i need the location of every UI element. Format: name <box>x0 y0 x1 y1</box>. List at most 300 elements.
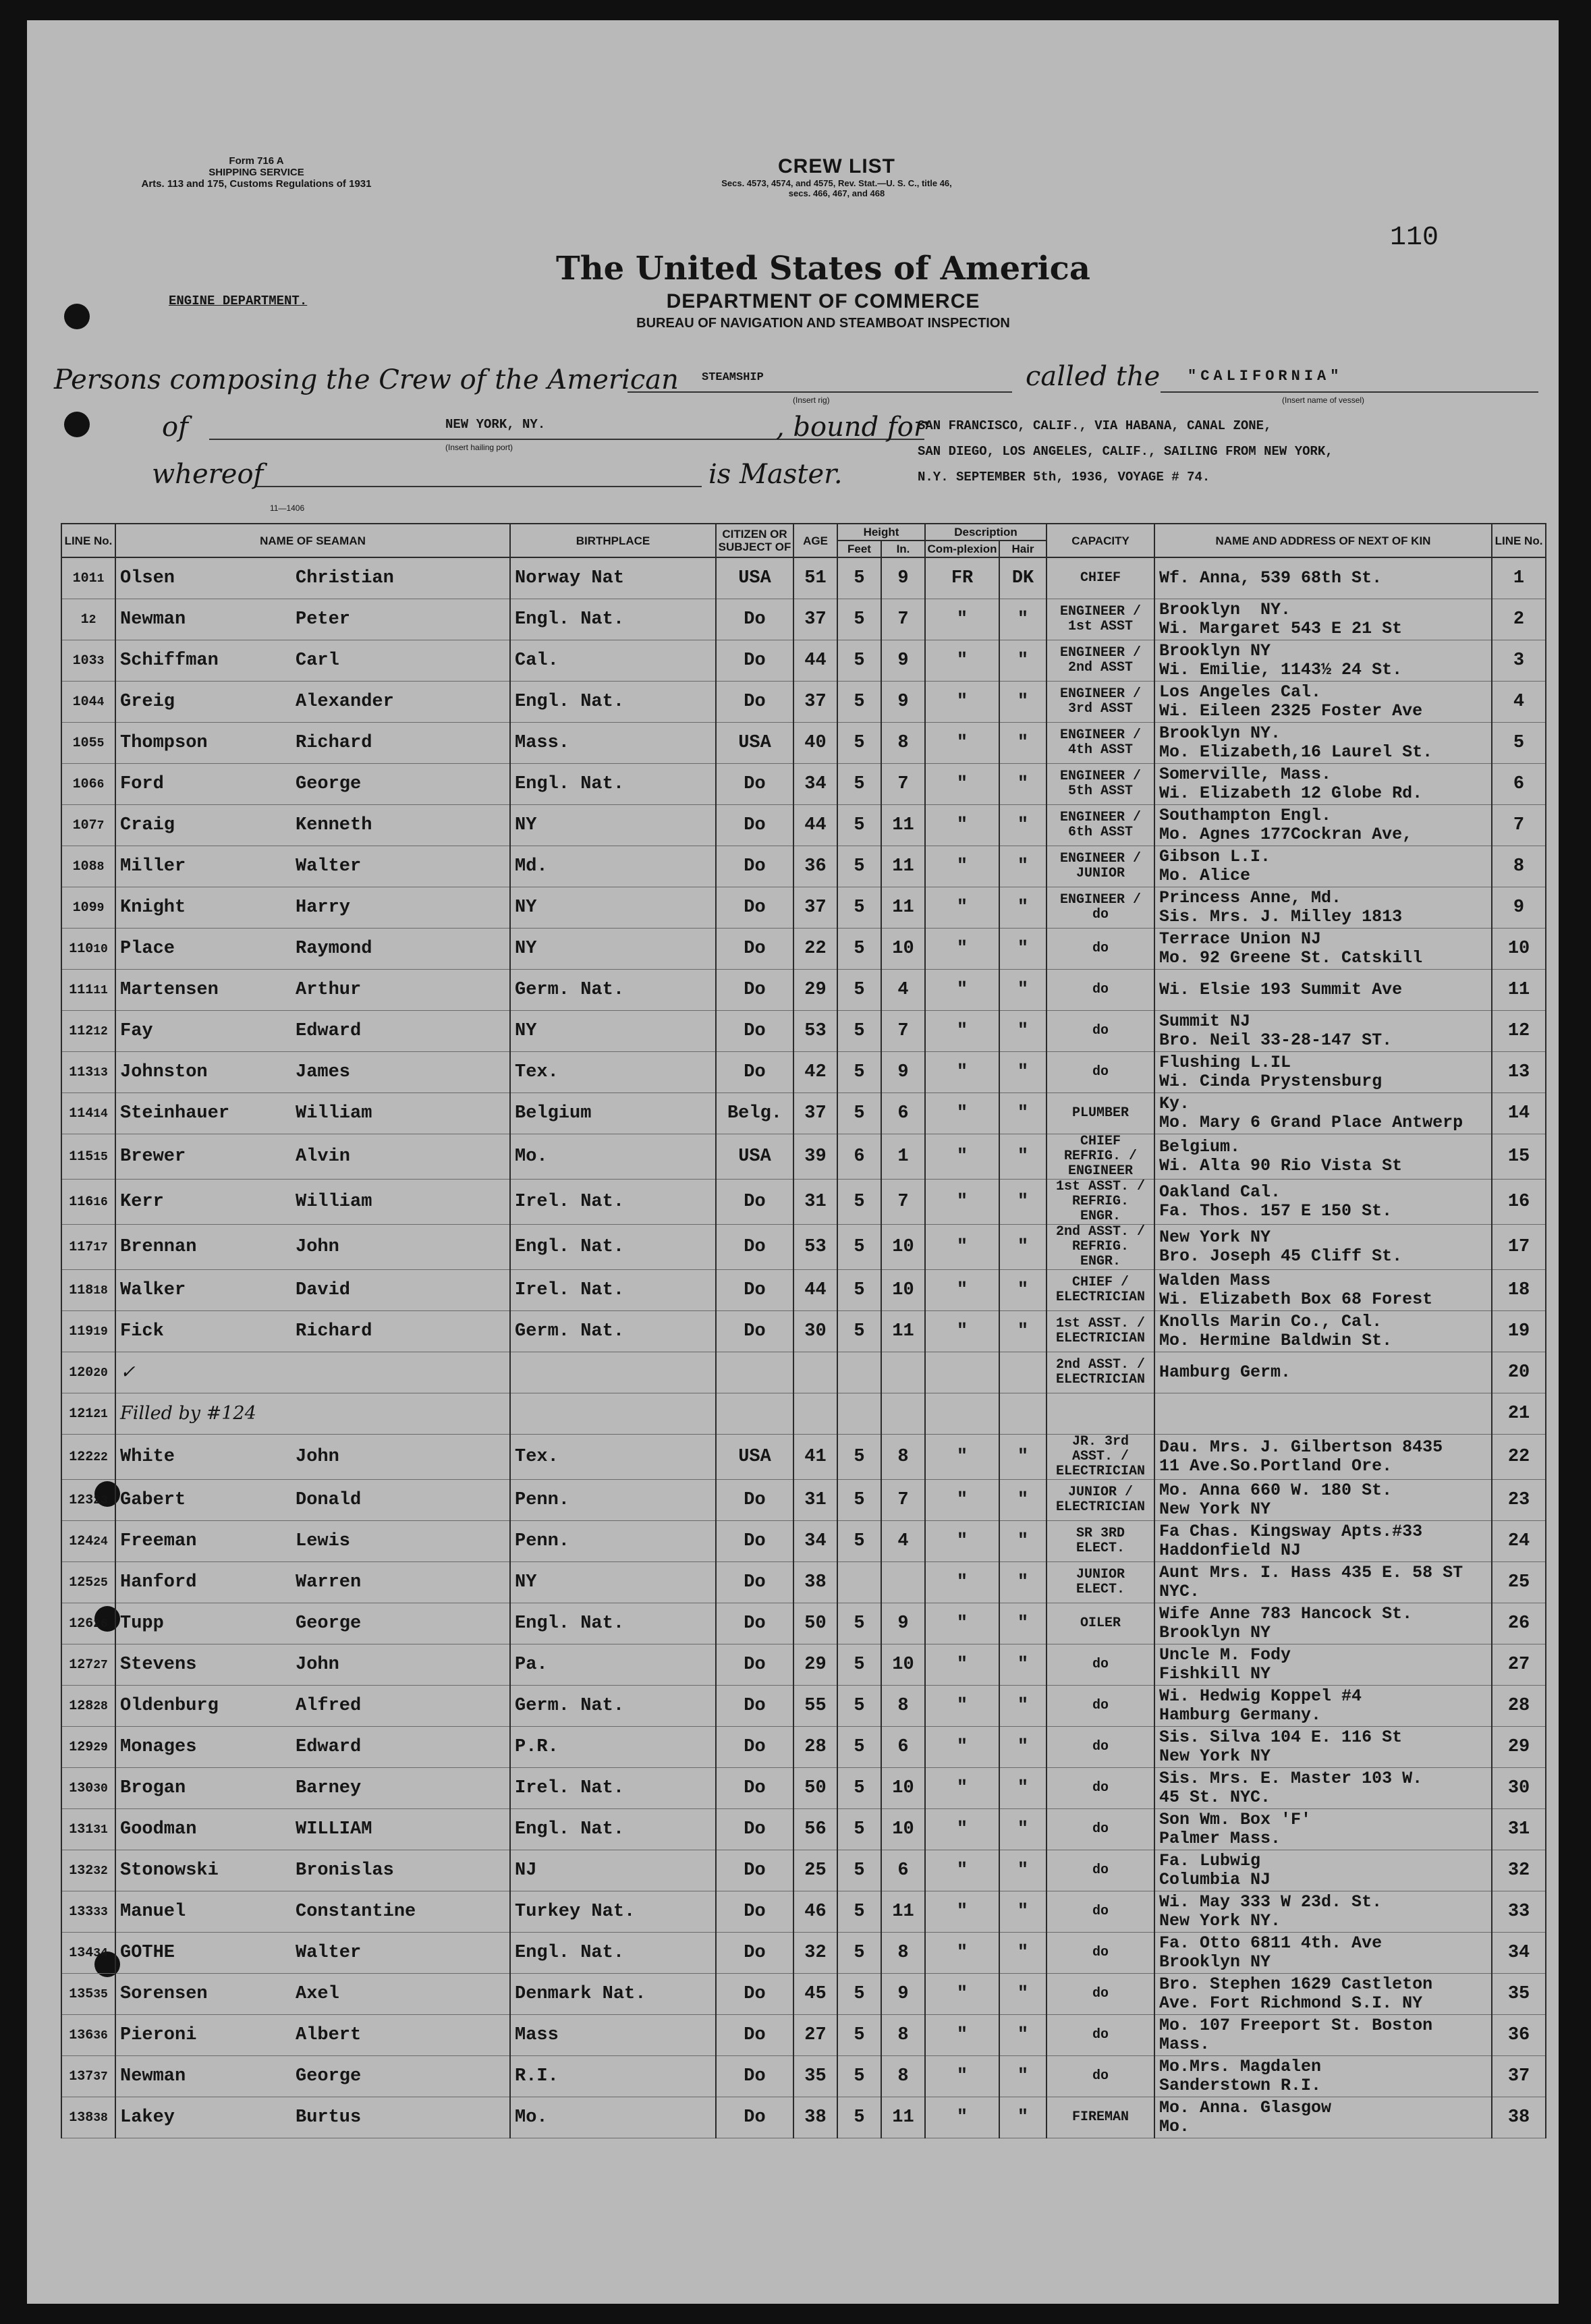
page-number: 110 <box>1390 223 1439 253</box>
hair: " <box>999 1270 1046 1311</box>
capacity: ENGINEER / 4th ASST <box>1046 723 1154 764</box>
birthplace <box>510 1352 716 1393</box>
seaman-name <box>115 1134 510 1180</box>
capacity: OILER <box>1046 1603 1154 1644</box>
seaman-name <box>115 1809 510 1850</box>
table-row <box>61 1768 1546 1809</box>
complexion: " <box>925 1809 999 1850</box>
capacity: CHIEF REFRIG. / ENGINEER <box>1046 1134 1154 1180</box>
birthplace: Engl. Nat. <box>510 1809 716 1850</box>
table-row <box>61 929 1546 970</box>
line-right: 33 <box>1492 1891 1546 1933</box>
capacity: do <box>1046 970 1154 1011</box>
table-row <box>61 1974 1546 2015</box>
hair: " <box>999 1809 1046 1850</box>
citizen <box>716 1393 793 1435</box>
line-number: 108 <box>72 858 97 875</box>
given-name: Arthur <box>296 980 362 1000</box>
line-sub-number: 34 <box>93 1946 108 1960</box>
hair: " <box>999 599 1046 640</box>
line-right: 4 <box>1492 682 1546 723</box>
surname: Lakey <box>120 2107 175 2128</box>
next-of-kin: Aunt Mrs. I. Hass 435 E. 58 ST NYC. <box>1154 1562 1492 1603</box>
line-right: 13 <box>1492 1052 1546 1093</box>
hair: " <box>999 723 1046 764</box>
master-line <box>256 486 702 487</box>
line-number: 110 <box>69 941 94 957</box>
complexion: " <box>925 2097 999 2138</box>
complexion: " <box>925 1435 999 1480</box>
height-feet: 5 <box>837 2056 881 2097</box>
line-right: 23 <box>1492 1480 1546 1521</box>
height-feet: 5 <box>837 682 881 723</box>
surname: Newman <box>120 609 186 630</box>
col-feet: Feet <box>837 541 881 557</box>
birthplace: Mass <box>510 2015 716 2056</box>
seaman-name <box>115 2015 510 2056</box>
col-citizen: CITIZEN OR SUBJECT OF <box>716 524 793 557</box>
surname: Filled by #124 <box>120 1402 256 1424</box>
line-right: 26 <box>1492 1603 1546 1644</box>
age: 29 <box>793 970 837 1011</box>
next-of-kin: Brooklyn NY. Wi. Margaret 543 E 21 St <box>1154 599 1492 640</box>
seaman-name <box>115 723 510 764</box>
given-name: Carl <box>296 651 339 671</box>
seaman-name <box>115 1644 510 1686</box>
port-hint: (Insert hailing port) <box>445 443 513 452</box>
surname: Oldenburg <box>120 1696 219 1716</box>
line-left <box>61 1727 115 1768</box>
line-left <box>61 1134 115 1180</box>
hair: " <box>999 1225 1046 1270</box>
height-feet: 5 <box>837 1644 881 1686</box>
line-sub-number: 9 <box>96 901 105 915</box>
line-number: 115 <box>69 1149 94 1165</box>
height-inches: 11 <box>881 805 925 846</box>
line-sub-number: 31 <box>93 1823 108 1837</box>
line-left <box>61 2097 115 2138</box>
table-row <box>61 1603 1546 1644</box>
crew-list-sheet <box>27 20 1559 2304</box>
line-number: 121 <box>69 1406 94 1422</box>
height-inches: 7 <box>881 764 925 805</box>
crew-table-body <box>61 557 1546 2138</box>
line-sub-number: 24 <box>93 1534 108 1549</box>
line-number: 125 <box>69 1574 94 1590</box>
form-regs: Arts. 113 and 175, Customs Regulations of 1931 <box>141 178 372 190</box>
next-of-kin: Wife Anne 783 Hancock St. Brooklyn NY <box>1154 1603 1492 1644</box>
line-number: 101 <box>72 570 97 586</box>
next-of-kin: Princess Anne, Md. Sis. Mrs. J. Milley 1813 <box>1154 887 1492 929</box>
bureau-title: BUREAU OF NAVIGATION AND STEAMBOAT INSPECTION <box>636 316 1010 331</box>
given-name: Constantine <box>296 1902 416 1922</box>
surname: Pieroni <box>120 2025 197 2045</box>
line-number: 129 <box>69 1739 94 1755</box>
height-feet: 5 <box>837 1768 881 1809</box>
surname: Kerr <box>120 1192 164 1212</box>
hair: " <box>999 1974 1046 2015</box>
line-left <box>61 1974 115 2015</box>
birthplace <box>510 1393 716 1435</box>
height-feet: 5 <box>837 1480 881 1521</box>
seaman-name <box>115 1686 510 1727</box>
line-number: 116 <box>69 1194 94 1210</box>
surname: Brennan <box>120 1237 197 1257</box>
citizen: Do <box>716 1480 793 1521</box>
capacity: ENGINEER / 1st ASST <box>1046 599 1154 640</box>
table-row <box>61 1011 1546 1052</box>
seaman-name <box>115 1270 510 1311</box>
col-hair: Hair <box>999 541 1046 557</box>
line-left <box>61 640 115 682</box>
binder-hole <box>64 412 90 437</box>
next-of-kin: Uncle M. Fody Fishkill NY <box>1154 1644 1492 1686</box>
table-row <box>61 1809 1546 1850</box>
citizen: Do <box>716 2097 793 2138</box>
citizen: Do <box>716 1225 793 1270</box>
citizen: Do <box>716 1768 793 1809</box>
capacity <box>1046 1393 1154 1435</box>
port-value: NEW YORK, NY. <box>445 417 546 432</box>
height-feet: 5 <box>837 1435 881 1480</box>
hair: " <box>999 1311 1046 1352</box>
line-number: 136 <box>69 2027 94 2043</box>
surname: Thompson <box>120 733 208 753</box>
complexion <box>925 1352 999 1393</box>
given-name: George <box>296 1613 362 1634</box>
line-number: 126 <box>69 1615 94 1632</box>
capacity: do <box>1046 1809 1154 1850</box>
seaman-name <box>115 1850 510 1891</box>
citizen: Do <box>716 1521 793 1562</box>
given-name: Alvin <box>296 1146 351 1167</box>
line-right: 21 <box>1492 1393 1546 1435</box>
hair: " <box>999 2015 1046 2056</box>
height-feet: 5 <box>837 1809 881 1850</box>
vessel-hint: (Insert name of vessel) <box>1282 395 1365 405</box>
table-row <box>61 970 1546 1011</box>
line-left <box>61 1393 115 1435</box>
line-left <box>61 929 115 970</box>
next-of-kin: Los Angeles Cal. Wi. Eileen 2325 Foster Ave <box>1154 682 1492 723</box>
citizen: Do <box>716 970 793 1011</box>
seaman-name <box>115 1435 510 1480</box>
citizen: Do <box>716 1974 793 2015</box>
hair: " <box>999 887 1046 929</box>
surname: Hanford <box>120 1572 197 1593</box>
seaman-name <box>115 640 510 682</box>
seaman-name <box>115 682 510 723</box>
given-name: WILLIAM <box>296 1819 372 1839</box>
next-of-kin: New York NY Bro. Joseph 45 Cliff St. <box>1154 1225 1492 1270</box>
birthplace: Tex. <box>510 1052 716 1093</box>
complexion: " <box>925 2015 999 2056</box>
line-right: 38 <box>1492 2097 1546 2138</box>
hair: " <box>999 1093 1046 1134</box>
birthplace: Mo. <box>510 2097 716 2138</box>
line-number: 114 <box>69 1105 94 1122</box>
given-name: George <box>296 2066 362 2086</box>
line-right: 16 <box>1492 1180 1546 1225</box>
complexion: " <box>925 1052 999 1093</box>
hair: " <box>999 1603 1046 1644</box>
hair: " <box>999 1052 1046 1093</box>
complexion: " <box>925 1891 999 1933</box>
height-inches: 11 <box>881 887 925 929</box>
citizen: Do <box>716 1809 793 1850</box>
line-number: 122 <box>69 1449 94 1465</box>
line-number: 120 <box>69 1364 94 1381</box>
complexion: " <box>925 1093 999 1134</box>
seaman-name <box>115 1352 510 1393</box>
hair: " <box>999 805 1046 846</box>
height-feet: 5 <box>837 1225 881 1270</box>
birthplace: Irel. Nat. <box>510 1180 716 1225</box>
surname: Place <box>120 939 175 959</box>
surname: Monages <box>120 1737 197 1757</box>
line-sub-number: 6 <box>96 777 105 792</box>
height-feet: 5 <box>837 846 881 887</box>
seaman-name <box>115 1768 510 1809</box>
given-name: Donald <box>296 1490 362 1510</box>
hair: " <box>999 970 1046 1011</box>
line-right: 36 <box>1492 2015 1546 2056</box>
given-name: Kenneth <box>296 815 372 835</box>
line-sub-number: 21 <box>93 1407 108 1421</box>
line-left <box>61 2056 115 2097</box>
capacity: ENGINEER / 3rd ASST <box>1046 682 1154 723</box>
line-sub-number: 36 <box>93 2028 108 2043</box>
vessel-line <box>1161 391 1538 393</box>
line-right: 15 <box>1492 1134 1546 1180</box>
line-sub-number: 11 <box>93 983 108 997</box>
rig-hint: (Insert rig) <box>793 395 830 405</box>
capacity: do <box>1046 2056 1154 2097</box>
line-right: 18 <box>1492 1270 1546 1311</box>
height-inches: 10 <box>881 1809 925 1850</box>
line-left <box>61 1093 115 1134</box>
line-left <box>61 1052 115 1093</box>
country-title: The United States of America <box>555 250 1091 287</box>
line-number: 104 <box>72 694 97 710</box>
capacity: do <box>1046 1768 1154 1809</box>
next-of-kin: Gibson L.I. Mo. Alice <box>1154 846 1492 887</box>
capacity: do <box>1046 1727 1154 1768</box>
line-sub-number: 20 <box>93 1366 108 1380</box>
line-right: 29 <box>1492 1727 1546 1768</box>
line-sub-number: 30 <box>93 1781 108 1796</box>
birthplace: Germ. Nat. <box>510 1686 716 1727</box>
height-feet: 5 <box>837 1727 881 1768</box>
birthplace: NY <box>510 1562 716 1603</box>
age: 35 <box>793 2056 837 2097</box>
height-inches: 8 <box>881 723 925 764</box>
next-of-kin: Knolls Marin Co., Cal. Mo. Hermine Baldwin St. <box>1154 1311 1492 1352</box>
age: 31 <box>793 1480 837 1521</box>
hair <box>999 1352 1046 1393</box>
hair: " <box>999 1180 1046 1225</box>
surname: Tupp <box>120 1613 164 1634</box>
table-row <box>61 2056 1546 2097</box>
line-right: 1 <box>1492 557 1546 599</box>
height-inches: 10 <box>881 1644 925 1686</box>
capacity: JR. 3rd ASST. / ELECTRICIAN <box>1046 1435 1154 1480</box>
line-left <box>61 1686 115 1727</box>
col-description: Description <box>925 524 1046 541</box>
birthplace: P.R. <box>510 1727 716 1768</box>
height-inches <box>881 1393 925 1435</box>
height-feet <box>837 1393 881 1435</box>
line-number: 119 <box>69 1323 94 1339</box>
line-number: 124 <box>69 1533 94 1549</box>
complexion: " <box>925 1562 999 1603</box>
crew-table <box>61 523 1546 2138</box>
birthplace: Irel. Nat. <box>510 1270 716 1311</box>
birthplace: NY <box>510 887 716 929</box>
age: 37 <box>793 599 837 640</box>
complexion: " <box>925 846 999 887</box>
line-number: 109 <box>72 900 97 916</box>
surname: Brewer <box>120 1146 186 1167</box>
birthplace: Denmark Nat. <box>510 1974 716 2015</box>
next-of-kin: Brooklyn NY. Mo. Elizabeth,16 Laurel St. <box>1154 723 1492 764</box>
destination-1: SAN FRANCISCO, CALIF., VIA HABANA, CANAL ZONE, <box>918 418 1272 433</box>
table-row <box>61 599 1546 640</box>
given-name: Walter <box>296 856 362 877</box>
height-inches: 7 <box>881 1011 925 1052</box>
line-left <box>61 1011 115 1052</box>
complexion: " <box>925 1850 999 1891</box>
capacity: JUNIOR / ELECTRICIAN <box>1046 1480 1154 1521</box>
next-of-kin: Ky. Mo. Mary 6 Grand Place Antwerp <box>1154 1093 1492 1134</box>
statutes: Secs. 4573, 4574, and 4575, Rev. Stat.—U. S. C., title 46, <box>721 178 952 188</box>
capacity: ENGINEER / JUNIOR <box>1046 846 1154 887</box>
height-inches: 11 <box>881 2097 925 2138</box>
line-sub-number: 33 <box>93 1905 108 1919</box>
line-sub-number: 26 <box>93 1617 108 1631</box>
next-of-kin: Somerville, Mass. Wi. Elizabeth 12 Globe Rd. <box>1154 764 1492 805</box>
given-name: Raymond <box>296 939 372 959</box>
line-sub-number: 13 <box>93 1066 108 1080</box>
line-number: 106 <box>72 776 97 792</box>
table-row <box>61 1727 1546 1768</box>
citizen: Do <box>716 1644 793 1686</box>
height-feet: 5 <box>837 1603 881 1644</box>
height-feet: 5 <box>837 764 881 805</box>
surname: Ford <box>120 774 164 794</box>
birthplace: Mo. <box>510 1134 716 1180</box>
line-right: 28 <box>1492 1686 1546 1727</box>
age: 32 <box>793 1933 837 1974</box>
surname: Goodman <box>120 1819 197 1839</box>
hair: " <box>999 764 1046 805</box>
col-birthplace: BIRTHPLACE <box>510 524 716 557</box>
seaman-name <box>115 1933 510 1974</box>
age: 34 <box>793 1521 837 1562</box>
birthplace: Belgium <box>510 1093 716 1134</box>
seaman-name <box>115 970 510 1011</box>
line-right: 2 <box>1492 599 1546 640</box>
citizen: Do <box>716 1603 793 1644</box>
capacity: do <box>1046 1052 1154 1093</box>
line-sub-number: 7 <box>96 819 105 833</box>
height-inches: 8 <box>881 2015 925 2056</box>
table-row <box>61 1093 1546 1134</box>
capacity: do <box>1046 2015 1154 2056</box>
birthplace: Norway Nat <box>510 557 716 599</box>
complexion: " <box>925 1686 999 1727</box>
height-inches: 10 <box>881 1270 925 1311</box>
rig-value: STEAMSHIP <box>702 371 764 384</box>
line-sub-number: 29 <box>93 1740 108 1754</box>
citizen: USA <box>716 557 793 599</box>
next-of-kin: Belgium. Wi. Alta 90 Rio Vista St <box>1154 1134 1492 1180</box>
height-feet: 5 <box>837 929 881 970</box>
line-right: 14 <box>1492 1093 1546 1134</box>
line-number: 118 <box>69 1282 94 1298</box>
line-left <box>61 1809 115 1850</box>
persons-text: Persons composing the Crew of the American <box>54 364 679 395</box>
line-sub-number: 8 <box>96 860 105 874</box>
form-number: Form 716 A <box>229 155 284 167</box>
citizen: USA <box>716 1435 793 1480</box>
age: 41 <box>793 1435 837 1480</box>
line-sub-number: 5 <box>96 736 105 750</box>
col-line-no-right: LINE No. <box>1492 524 1546 557</box>
line-left <box>61 1850 115 1891</box>
table-row <box>61 1850 1546 1891</box>
surname: GOTHE <box>120 1943 175 1963</box>
table-row <box>61 1933 1546 1974</box>
given-name: Christian <box>296 568 394 588</box>
complexion: " <box>925 1480 999 1521</box>
age: 36 <box>793 846 837 887</box>
next-of-kin: Mo.Mrs. Magdalen Sanderstown R.I. <box>1154 2056 1492 2097</box>
next-of-kin: Wi. Hedwig Koppel #4 Hamburg Germany. <box>1154 1686 1492 1727</box>
complexion: " <box>925 1011 999 1052</box>
line-number: 105 <box>72 735 97 751</box>
line-right: 25 <box>1492 1562 1546 1603</box>
line-number: 103 <box>72 653 97 669</box>
line-left <box>61 1644 115 1686</box>
seaman-name <box>115 764 510 805</box>
given-name: David <box>296 1280 351 1300</box>
age: 44 <box>793 640 837 682</box>
complexion: FR <box>925 557 999 599</box>
birthplace: Tex. <box>510 1435 716 1480</box>
line-right: 17 <box>1492 1225 1546 1270</box>
birthplace: Engl. Nat. <box>510 682 716 723</box>
table-row <box>61 2097 1546 2138</box>
line-number: 123 <box>69 1492 94 1508</box>
capacity: do <box>1046 1974 1154 2015</box>
given-name: Warren <box>296 1572 362 1593</box>
line-sub-number: 25 <box>93 1576 108 1590</box>
citizen: Do <box>716 1686 793 1727</box>
height-inches: 7 <box>881 1480 925 1521</box>
hair: " <box>999 1727 1046 1768</box>
hair: " <box>999 1435 1046 1480</box>
line-number: 131 <box>69 1821 94 1837</box>
table-row <box>61 1686 1546 1727</box>
next-of-kin <box>1154 1393 1492 1435</box>
height-feet: 5 <box>837 1974 881 2015</box>
agency-heading <box>472 250 1174 331</box>
header-row <box>61 524 1546 541</box>
complexion: " <box>925 599 999 640</box>
capacity: do <box>1046 1011 1154 1052</box>
capacity: CHIEF <box>1046 557 1154 599</box>
